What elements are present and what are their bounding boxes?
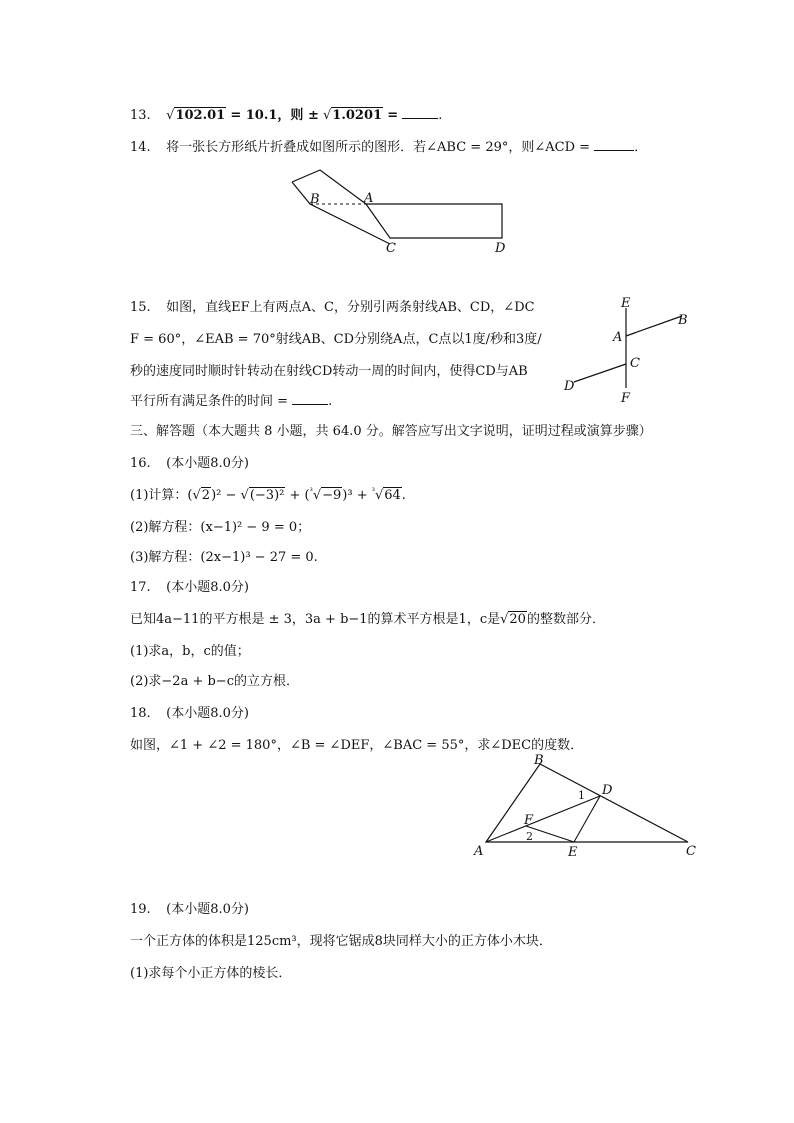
radicand: 1.0201	[332, 108, 383, 123]
answer-blank	[594, 138, 634, 151]
sqrt-sign: √	[240, 488, 249, 503]
q17-part-1	[130, 640, 250, 659]
label-b: B	[534, 753, 544, 768]
q19-part-1	[130, 962, 291, 981]
label-e: E	[568, 845, 578, 860]
question-number: 19.	[130, 902, 151, 917]
q15-line-2	[130, 328, 542, 347]
section-title: 三、解答题（本大题共 8 小题，共 64.0 分。解答应写出文字说明，证明过程或演算步骤）	[130, 424, 652, 439]
segment-ef	[526, 826, 574, 842]
label-c: C	[686, 844, 696, 859]
q16-part-3	[130, 546, 318, 565]
q18-stem	[130, 734, 583, 753]
segment-de	[574, 796, 600, 842]
q17-header	[130, 576, 249, 595]
angle-2-label: 2	[526, 830, 533, 843]
q15-line-3	[130, 360, 528, 379]
equation-text: =	[387, 108, 399, 123]
part-text: )² −	[211, 488, 241, 503]
section-heading	[130, 420, 652, 439]
question-text: 秒的速度同时顺时针转动在射线CD转动一周的时间内，使得CD与AB	[130, 364, 528, 379]
part-text: )³ +	[342, 488, 372, 503]
q19-header	[130, 898, 249, 917]
score-note: (本小题8.0分)	[166, 902, 249, 917]
punctuation: .	[438, 108, 443, 123]
radicand: 2	[201, 488, 211, 503]
q16-part-1	[130, 484, 406, 503]
label-f: F	[524, 813, 534, 828]
ray-cd	[574, 364, 626, 382]
punctuation: .	[401, 488, 406, 503]
question-number: 14.	[130, 140, 151, 155]
part-text: + (	[285, 488, 310, 503]
score-note: (本小题8.0分)	[166, 580, 249, 595]
sqrt-sign: √	[166, 108, 175, 123]
q18-header	[130, 702, 249, 721]
label-d: D	[495, 241, 506, 256]
sqrt-sign: √	[312, 488, 322, 503]
question-number: 16.	[130, 456, 151, 471]
radicand: 102.01	[175, 108, 226, 123]
label-d: D	[602, 783, 613, 798]
radicand: 20	[509, 612, 526, 627]
q14-line	[130, 136, 647, 155]
radicand: 64	[384, 488, 401, 503]
radicand: (−3)²	[249, 488, 285, 503]
label-a: A	[613, 330, 623, 345]
sqrt-sign: √	[500, 612, 509, 627]
paper-edge	[292, 182, 390, 244]
label-a: A	[364, 191, 374, 206]
question-text: 一个正方体的体积是125cm³，现将它锯成8块同样大小的正方体小木块．	[130, 934, 552, 949]
radicand: −9	[322, 488, 342, 503]
label-c: C	[386, 241, 396, 256]
q15-line-1	[130, 296, 535, 315]
sqrt-sign: √	[322, 108, 332, 123]
label-b: B	[678, 313, 688, 328]
q13-line	[130, 104, 442, 123]
equation-text: = 10.1，则 ±	[230, 108, 319, 123]
label-e: E	[621, 296, 631, 311]
label-c: C	[630, 356, 640, 371]
question-text: 将一张长方形纸片折叠成如图所示的图形．若∠ABC = 29°，则∠ACD =	[166, 140, 591, 155]
q14-figure	[280, 160, 520, 260]
part-text: (1)求每个小正方体的棱长．	[130, 966, 292, 981]
q18-figure	[470, 752, 702, 864]
label-f: F	[621, 391, 631, 404]
punctuation: .	[328, 394, 333, 409]
question-number: 18.	[130, 706, 151, 721]
answer-blank	[292, 392, 328, 405]
angle-1-label: 1	[578, 789, 585, 802]
label-b: B	[310, 192, 320, 207]
question-text: 已知4a−11的平方根是 ± 3，3a + b−1的算术平方根是1，c是	[130, 612, 501, 627]
q16-header	[130, 452, 249, 471]
q15-line-4	[130, 390, 332, 409]
score-note: (本小题8.0分)	[166, 706, 249, 721]
q19-stem	[130, 930, 552, 949]
question-number: 17.	[130, 580, 151, 595]
root-index: ³	[371, 486, 375, 496]
ray-ab	[626, 316, 682, 336]
score-note: (本小题8.0分)	[166, 456, 249, 471]
part-text: (1)求a，b，c的值；	[130, 644, 250, 659]
punctuation: ．	[634, 140, 648, 155]
question-text: 的整数部分．	[526, 612, 605, 627]
part-text: (1)计算：(	[130, 488, 193, 503]
rectangle-part	[366, 204, 502, 238]
root-index: ³	[309, 486, 313, 496]
question-number: 15.	[130, 300, 151, 315]
answer-blank	[402, 106, 438, 119]
label-a: A	[474, 844, 484, 859]
label-d: D	[564, 379, 575, 394]
q15-figure	[558, 294, 708, 404]
part-text: (2)解方程：(x−1)² − 9 = 0；	[130, 520, 311, 535]
sqrt-sign: √	[192, 488, 201, 503]
segment-ad	[486, 796, 600, 842]
q16-part-2	[130, 516, 310, 535]
question-text: 平行所有满足条件的时间 =	[130, 394, 289, 409]
sqrt-sign: √	[374, 488, 384, 503]
question-text: 如图，∠1 + ∠2 = 180°，∠B = ∠DEF，∠BAC = 55°，求∠DEC的度数．	[130, 738, 584, 753]
folded-paper-outline	[292, 170, 366, 204]
part-text: (2)求−2a + b−c的立方根．	[130, 674, 299, 689]
question-text: 如图，直线EF上有两点A、C，分别引两条射线AB、CD，∠DC	[166, 300, 535, 315]
question-text: F = 60°，∠EAB = 70°射线AB、CD分别绕A点，C点以1度/秒和3度/	[130, 332, 542, 347]
q17-part-2	[130, 670, 299, 689]
part-text: (3)解方程：(2x−1)³ − 27 = 0.	[130, 550, 318, 565]
question-number: 13.	[130, 108, 151, 123]
q17-stem	[130, 608, 605, 627]
